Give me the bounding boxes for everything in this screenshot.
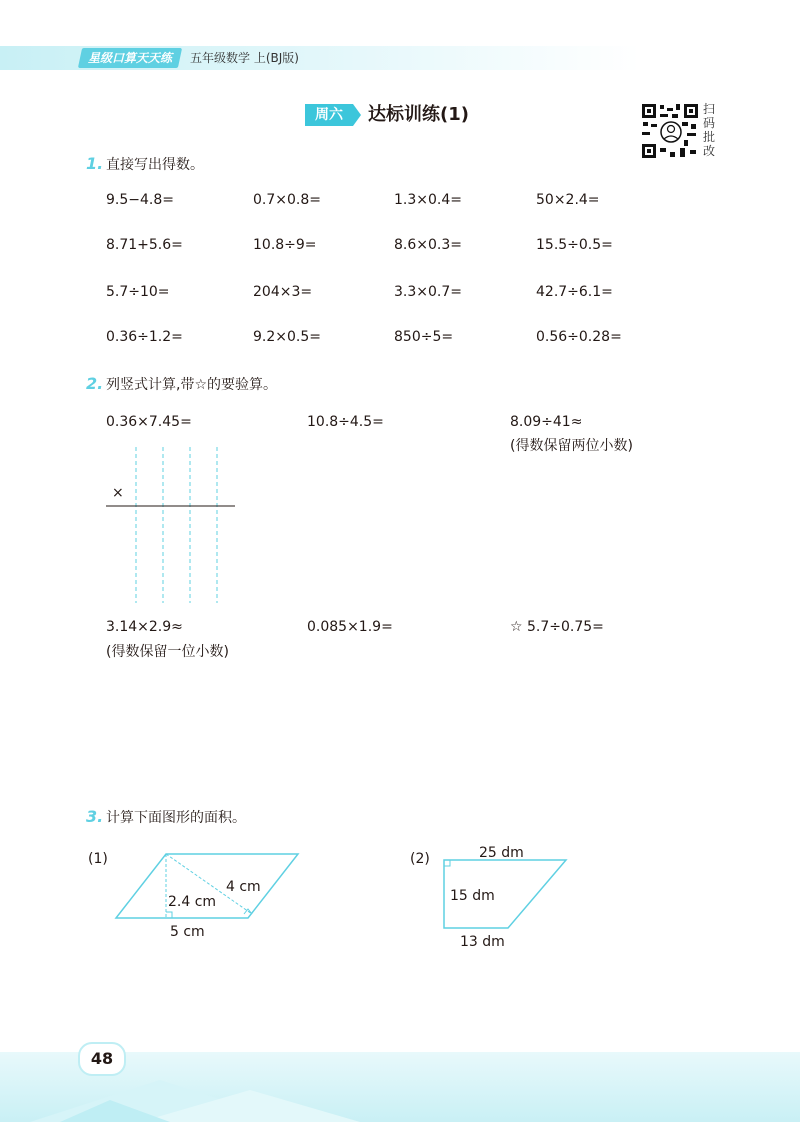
qr-label: 扫码批改	[703, 102, 716, 158]
fig1-height-label: 2.4 cm	[168, 894, 217, 910]
q1-expr: 10.8÷9=	[253, 237, 317, 253]
q1-expr: 1.3×0.4=	[394, 192, 462, 208]
q2-expr: 0.36×7.45=	[106, 414, 192, 430]
q1-expr: 8.6×0.3=	[394, 237, 462, 253]
q2-expr: 3.14×2.9≈	[106, 619, 183, 635]
qr-code-icon[interactable]	[640, 102, 700, 160]
q1-expr: 8.71+5.6=	[106, 237, 183, 253]
q2-instruction: 列竖式计算,带☆的要验算。	[106, 377, 278, 393]
q1-expr: 850÷5=	[394, 329, 454, 345]
q1-expr: 50×2.4=	[536, 192, 600, 208]
q2-expr: 10.8÷4.5=	[307, 414, 384, 430]
q1-expr: 15.5÷0.5=	[536, 237, 613, 253]
q2-expr: 8.09÷41≈	[510, 414, 583, 430]
q1-expr: 0.7×0.8=	[253, 192, 321, 208]
q2-expr: 0.085×1.9=	[307, 619, 393, 635]
q1-expr: 5.7÷10=	[106, 284, 170, 300]
q2-note-rounding: (得数保留一位小数)	[106, 644, 229, 660]
book-title: 五年级数学 上(BJ版)	[190, 51, 299, 65]
q1-instruction: 直接写出得数。	[106, 157, 204, 173]
q1-expr: 42.7÷6.1=	[536, 284, 613, 300]
page-number: 48	[78, 1042, 126, 1076]
q2-expr: ☆ 5.7÷0.75=	[510, 619, 604, 635]
fig2-height-label: 15 dm	[450, 888, 495, 904]
page-title: 达标训练(1)	[368, 104, 469, 125]
q2-number: 2.	[86, 374, 104, 393]
q1-number: 1.	[86, 154, 104, 173]
times-sign: ×	[112, 485, 124, 501]
parallelogram-figure	[110, 848, 310, 928]
fig2-label: (2)	[410, 851, 430, 867]
q3-number: 3.	[86, 807, 104, 826]
day-tag: 周六	[305, 104, 353, 126]
q1-expr: 9.2×0.5=	[253, 329, 321, 345]
day-tag-arrow	[353, 104, 361, 126]
q1-expr: 9.5−4.8=	[106, 192, 174, 208]
q1-expr: 204×3=	[253, 284, 313, 300]
q1-expr: 3.3×0.7=	[394, 284, 462, 300]
fig1-label: (1)	[88, 851, 108, 867]
fig1-base-label: 5 cm	[170, 924, 205, 940]
fig2-bottom-label: 13 dm	[460, 934, 505, 950]
q1-expr: 0.56÷0.28=	[536, 329, 622, 345]
fig2-top-label: 25 dm	[479, 845, 524, 861]
series-brand: 星级口算天天练	[78, 48, 182, 68]
fig1-slant-label: 4 cm	[226, 879, 261, 895]
q2-note-rounding: (得数保留两位小数)	[510, 438, 633, 454]
vertical-calc-guide	[100, 445, 250, 605]
q3-instruction: 计算下面图形的面积。	[106, 810, 246, 826]
q1-expr: 0.36÷1.2=	[106, 329, 183, 345]
